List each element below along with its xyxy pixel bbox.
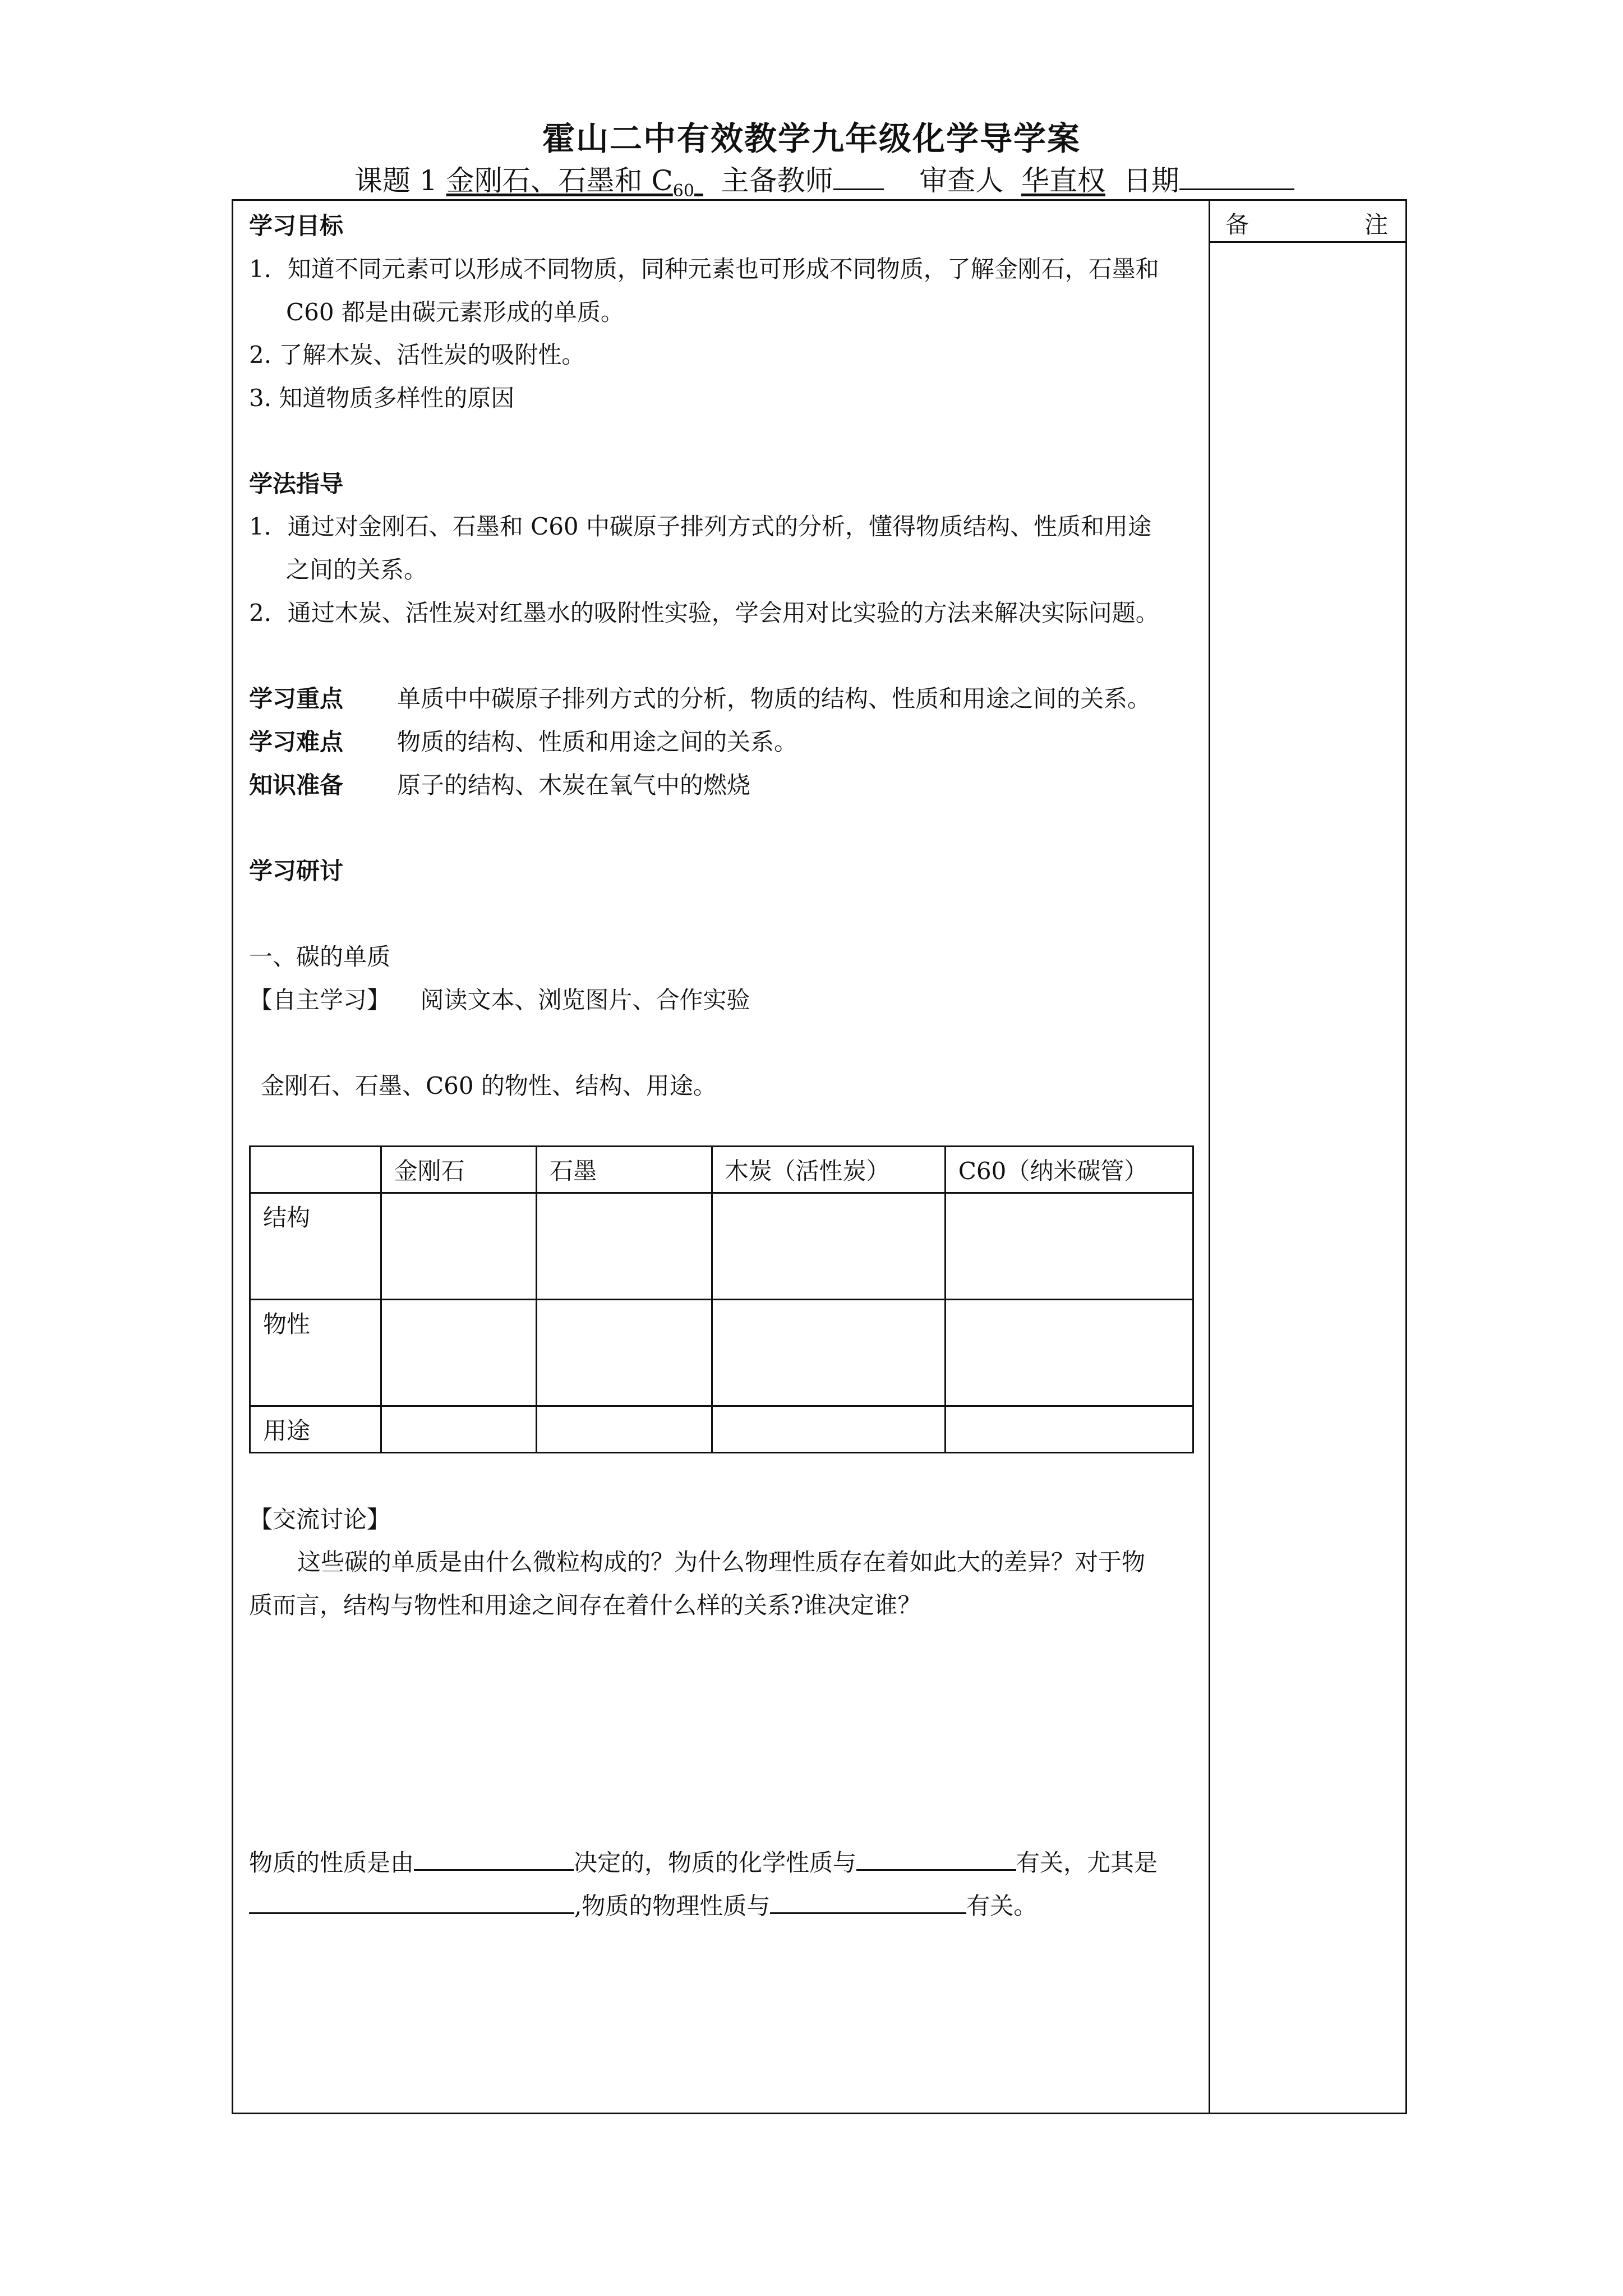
table-header-c60: C60（纳米碳管） bbox=[945, 1147, 1193, 1193]
table-cell[interactable] bbox=[537, 1300, 712, 1406]
table-cell[interactable] bbox=[945, 1406, 1193, 1453]
table-cell[interactable] bbox=[381, 1300, 537, 1406]
table-cell[interactable] bbox=[537, 1193, 712, 1300]
table-header-charcoal: 木炭（活性炭） bbox=[712, 1147, 945, 1193]
objective-1-line-1: 1．知道不同元素可以形成不同物质，同种元素也可形成不同物质，了解金刚石，石墨和 bbox=[249, 255, 1159, 283]
remarks-char-2: 注 bbox=[1364, 211, 1388, 238]
reviewer-name: 华直权 bbox=[1021, 164, 1106, 197]
method-1-line-2: 之间的关系。 bbox=[286, 556, 428, 583]
table-header-row bbox=[250, 1147, 1193, 1193]
row-label-properties: 物性 bbox=[250, 1300, 381, 1406]
lead-teacher-blank[interactable] bbox=[833, 163, 884, 190]
fill-blank-3[interactable] bbox=[249, 1890, 574, 1914]
table-header-diamond: 金刚石 bbox=[381, 1147, 537, 1193]
row-label-structure: 结构 bbox=[250, 1193, 381, 1300]
remarks-header-rule bbox=[1209, 241, 1407, 243]
table-cell[interactable] bbox=[381, 1406, 537, 1453]
table-cell[interactable] bbox=[712, 1406, 945, 1453]
topic-field[interactable]: 金刚石、石墨和 $C_{60}$ bbox=[446, 164, 694, 201]
date-blank[interactable] bbox=[1179, 163, 1294, 190]
table-cell[interactable] bbox=[945, 1193, 1193, 1300]
prep-label: 知识准备 bbox=[249, 771, 344, 799]
table-row-properties bbox=[250, 1300, 1193, 1406]
remarks-divider bbox=[1209, 199, 1210, 2114]
self-study-line bbox=[249, 982, 750, 1015]
method-heading: 学法指导 bbox=[249, 470, 344, 498]
page-title: 霍山二中有效教学九年级化学导学案 bbox=[542, 119, 1081, 158]
table-cell[interactable] bbox=[381, 1193, 537, 1300]
date-label: 日期 bbox=[1123, 164, 1179, 197]
fill-blank-4[interactable] bbox=[770, 1890, 966, 1914]
table-row-structure bbox=[250, 1193, 1193, 1300]
fill-line-2 bbox=[249, 1888, 1037, 1921]
method-1-line-1: 1．通过对金刚石、石墨和 C60 中碳原子排列方式的分析，懂得物质结构、性质和用途 bbox=[249, 513, 1152, 540]
section-1-title: 一、碳的单质 bbox=[249, 943, 391, 970]
fill-blank-1[interactable] bbox=[414, 1847, 574, 1871]
table-row-uses bbox=[250, 1406, 1193, 1453]
fill-text-2: 决定的，物质的化学性质与 bbox=[574, 1849, 857, 1876]
difficulty-label: 学习难点 bbox=[249, 728, 344, 756]
table-cell[interactable] bbox=[712, 1193, 945, 1300]
lesson-header bbox=[354, 158, 1294, 201]
prep-text: 原子的结构、木炭在氧气中的燃烧 bbox=[397, 771, 751, 799]
fill-text-5: 有关。 bbox=[966, 1892, 1038, 1920]
discussion-line-2: 质而言，结构与物性和用途之间存在着什么样的关系?谁决定谁？ bbox=[249, 1591, 921, 1619]
fill-text-1: 物质的性质是由 bbox=[249, 1849, 414, 1876]
discussion-label: 【交流讨论】 bbox=[249, 1506, 391, 1533]
row-label-uses: 用途 bbox=[250, 1406, 381, 1453]
focus-text: 单质中中碳原子排列方式的分析，物质的结构、性质和用途之间的关系。 bbox=[397, 685, 1151, 712]
topic-prefix: 课题 1 bbox=[354, 164, 446, 197]
objective-1-line-2: C60 都是由碳元素形成的单质。 bbox=[286, 298, 624, 326]
table-cell[interactable] bbox=[712, 1300, 945, 1406]
table-corner-cell bbox=[250, 1147, 381, 1193]
table-header-graphite: 石墨 bbox=[537, 1147, 712, 1193]
study-heading: 学习研讨 bbox=[249, 857, 344, 885]
fill-text-4: ,物质的物理性质与 bbox=[574, 1892, 771, 1920]
self-study-label: 【自主学习】 bbox=[249, 986, 391, 1014]
objective-3: 3. 知道物质多样性的原因 bbox=[249, 384, 515, 412]
self-study-text: 阅读文本、浏览图片、合作实验 bbox=[420, 986, 750, 1014]
focus-label: 学习重点 bbox=[249, 685, 344, 712]
table-cell[interactable] bbox=[945, 1300, 1193, 1406]
difficulty-text: 物质的结构、性质和用途之间的关系。 bbox=[397, 728, 798, 756]
lead-teacher-label: 主备教师 bbox=[721, 164, 833, 197]
fill-text-3: 有关，尤其是 bbox=[1016, 1849, 1158, 1876]
fill-blank-2[interactable] bbox=[856, 1847, 1016, 1871]
objective-2: 2. 了解木炭、活性炭的吸附性。 bbox=[249, 341, 585, 369]
discussion-line-1: 这些碳的单质是由什么微粒构成的？为什么物理性质存在着如此大的差异？对于物 bbox=[297, 1548, 1146, 1576]
remarks-header bbox=[1225, 206, 1388, 240]
objectives-heading: 学习目标 bbox=[249, 212, 344, 240]
table-cell[interactable] bbox=[537, 1406, 712, 1453]
remarks-char-1: 备 bbox=[1225, 211, 1249, 238]
method-2: 2．通过木炭、活性炭对红墨水的吸附性实验，学会用对比实验的方法来解决实际问题。 bbox=[249, 599, 1159, 627]
table-caption: 金刚石、石墨、C60 的物性、结构、用途。 bbox=[261, 1072, 717, 1099]
fill-line-1 bbox=[249, 1844, 1158, 1878]
reviewer-label: 审查人 bbox=[919, 164, 1004, 197]
carbon-table bbox=[249, 1145, 1194, 1453]
